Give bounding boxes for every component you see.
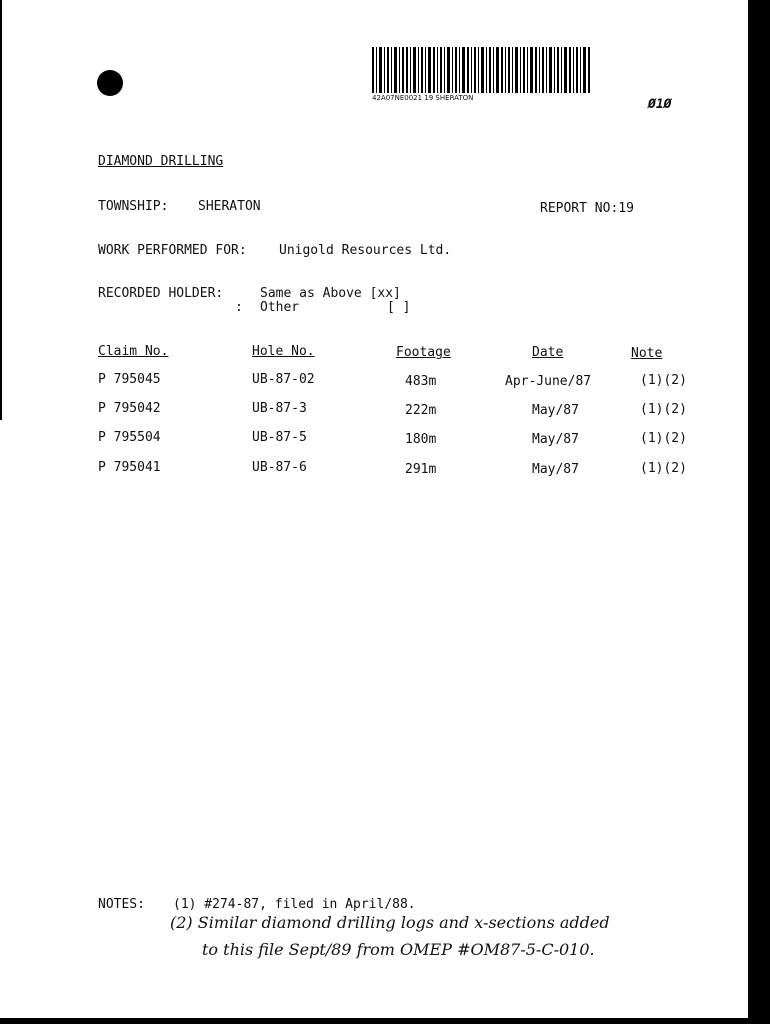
table-cell-hole: UB-87-3: [252, 401, 307, 416]
header-hole-no: Hole No.: [252, 344, 315, 359]
table-cell-claim: P 795045: [98, 372, 161, 387]
header-date: Date: [532, 345, 564, 360]
table-cell-date: May/87: [532, 432, 579, 447]
recorded-holder-colon: :: [235, 300, 243, 315]
notes-label: NOTES:: [98, 897, 145, 912]
recorded-holder-same: Same as Above [xx]: [260, 286, 401, 301]
barcode-caption: 42A07NE0021 19 SHERATON: [372, 94, 474, 102]
report-number: REPORT NO:19: [540, 201, 634, 216]
table-cell-date: May/87: [532, 403, 579, 418]
header-note: Note: [631, 346, 663, 361]
table-cell-note: (1)(2): [640, 461, 687, 476]
table-cell-hole: UB-87-02: [252, 372, 315, 387]
table-cell-claim: P 795504: [98, 430, 161, 445]
township-value: SHERATON: [198, 199, 261, 214]
table-cell-date: Apr-June/87: [505, 374, 592, 389]
header-footage: Footage: [396, 345, 451, 360]
barcode: [372, 47, 592, 93]
table-cell-footage: 222m: [405, 403, 437, 418]
page-code: Ø1Ø: [648, 97, 672, 112]
table-cell-claim: P 795042: [98, 401, 161, 416]
note-1: (1) #274-87, filed in April/88.: [173, 897, 416, 912]
recorded-holder-label: RECORDED HOLDER:: [98, 286, 224, 301]
work-performed-label: WORK PERFORMED FOR:: [98, 243, 247, 258]
header-claim-no: Claim No.: [98, 344, 169, 359]
table-cell-footage: 483m: [405, 374, 437, 389]
table-cell-date: May/87: [532, 462, 579, 477]
hole-punch: [97, 70, 123, 96]
note-2-handwritten-line-2: to this file Sept/89 from OMEP #OM87-5-C-010.: [202, 940, 595, 959]
table-cell-footage: 291m: [405, 462, 437, 477]
table-cell-hole: UB-87-6: [252, 460, 307, 475]
table-cell-note: (1)(2): [640, 431, 687, 446]
recorded-holder-other: Other: [260, 300, 300, 315]
recorded-holder-other-box: [ ]: [387, 300, 411, 315]
table-cell-note: (1)(2): [640, 373, 687, 388]
scan-edge-mark: [0, 0, 2, 420]
work-performed-value: Unigold Resources Ltd.: [279, 243, 452, 258]
township-label: TOWNSHIP:: [98, 199, 169, 214]
note-2-handwritten-line-1: (2) Similar diamond drilling logs and x-sections added: [170, 913, 610, 932]
document-title: DIAMOND DRILLING: [98, 154, 224, 169]
table-cell-footage: 180m: [405, 432, 437, 447]
table-cell-claim: P 795041: [98, 460, 161, 475]
table-cell-note: (1)(2): [640, 402, 687, 417]
table-cell-hole: UB-87-5: [252, 430, 307, 445]
